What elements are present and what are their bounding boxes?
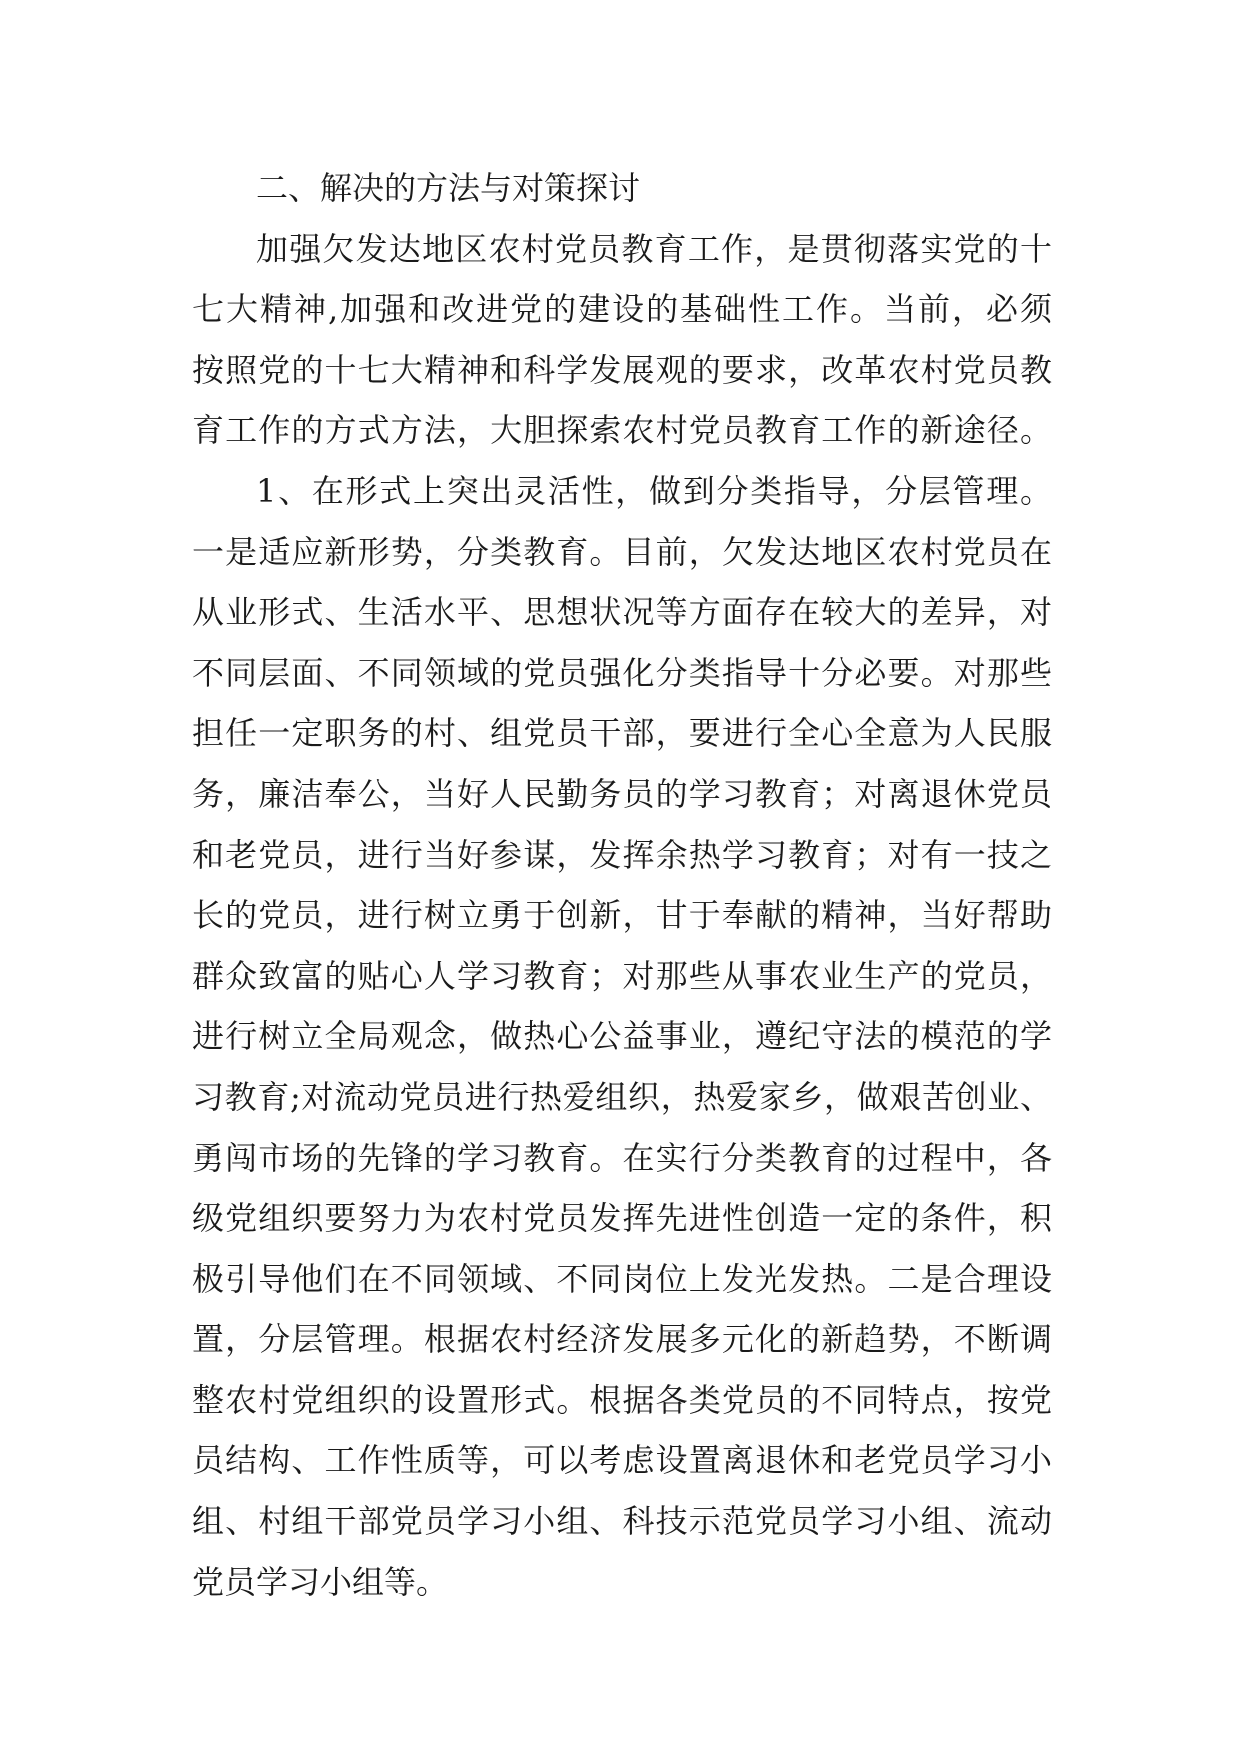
paragraph-line: 从业形式、生活水平、思想状况等方面存在较大的差异，对 xyxy=(192,593,1052,632)
paragraph-line: 勇闯市场的先锋的学习教育。在实行分类教育的过程中，各 xyxy=(192,1138,1052,1177)
paragraph-line: 组、村组干部党员学习小组、科技示范党员学习小组、流动 xyxy=(192,1502,1052,1541)
paragraph-line: 七大精神,加强和改进党的建设的基础性工作。当前，必须 xyxy=(192,290,1052,329)
paragraph-line: 担任一定职务的村、组党员干部，要进行全心全意为人民服 xyxy=(192,714,1052,753)
subheading-line: 1、在形式上突出灵活性，做到分类指导，分层管理。 xyxy=(256,471,1052,510)
paragraph-line: 长的党员，进行树立勇于创新，甘于奉献的精神，当好帮助 xyxy=(192,896,1052,935)
paragraph-line: 一是适应新形势，分类教育。目前，欠发达地区农村党员在 xyxy=(192,532,1052,571)
paragraph-line: 习教育;对流动党员进行热爱组织，热爱家乡，做艰苦创业、 xyxy=(192,1077,1052,1116)
paragraph-line: 育工作的方式方法，大胆探索农村党员教育工作的新途径。 xyxy=(192,411,1052,450)
paragraph-line: 整农村党组织的设置形式。根据各类党员的不同特点，按党 xyxy=(192,1380,1052,1419)
paragraph-line: 群众致富的贴心人学习教育；对那些从事农业生产的党员， xyxy=(192,956,1052,995)
paragraph-line: 极引导他们在不同领域、不同岗位上发光发热。二是合理设 xyxy=(192,1259,1052,1298)
paragraph-line: 进行树立全局观念，做热心公益事业，遵纪守法的模范的学 xyxy=(192,1017,1052,1056)
paragraph-line: 按照党的十七大精神和科学发展观的要求，改革农村党员教 xyxy=(192,350,1052,389)
paragraph-line: 员结构、工作性质等，可以考虑设置离退休和老党员学习小 xyxy=(192,1441,1052,1480)
section-heading: 二、解决的方法与对策探讨 xyxy=(256,169,641,207)
paragraph-line: 和老党员，进行当好参谋，发挥余热学习教育；对有一技之 xyxy=(192,835,1052,874)
paragraph-line: 党员学习小组等。 xyxy=(192,1562,449,1601)
paragraph-line: 置，分层管理。根据农村经济发展多元化的新趋势，不断调 xyxy=(192,1320,1052,1359)
paragraph-line: 加强欠发达地区农村党员教育工作，是贯彻落实党的十 xyxy=(256,229,1052,268)
paragraph-line: 务，廉洁奉公，当好人民勤务员的学习教育；对离退休党员 xyxy=(192,774,1052,813)
document-body xyxy=(192,158,1052,1612)
paragraph-line: 不同层面、不同领域的党员强化分类指导十分必要。对那些 xyxy=(192,653,1052,692)
paragraph-line: 级党组织要努力为农村党员发挥先进性创造一定的条件，积 xyxy=(192,1199,1052,1238)
